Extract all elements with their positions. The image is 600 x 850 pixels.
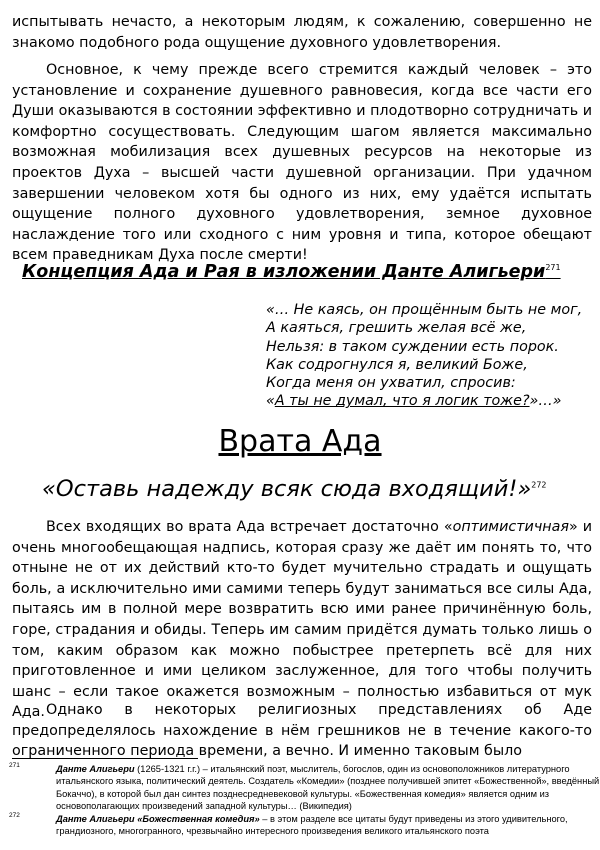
footnote-text: – в этом разделе все цитаты будут приведены из этого удивительного, грандиозного, многогранного, чрезвычайно интересного произведения великого итальянского поэта (56, 814, 568, 837)
footnote-author: Данте Алигьери (56, 814, 135, 824)
footnote-272 (9, 812, 600, 838)
footnote-number: 271 (9, 762, 20, 769)
poem-line (266, 392, 582, 410)
footnote-author: Данте Алигьери (56, 764, 135, 774)
poem-quote-close: »…» (529, 393, 562, 410)
section-title-text: Концепция Ада и Рая в изложении Данте Алигьери (22, 262, 546, 282)
poem-line: Когда меня он ухватил, спросив: (266, 375, 516, 392)
chapter-title: Врата Ада (218, 424, 382, 459)
footnote-number: 272 (9, 812, 20, 819)
footnote-text: (1265-1321 г.г.) – итальянский поэт, мыслитель, богослов, один из основоположников литературного итальянского языка, политический деятель. Создатель «Комедии» (позднее получившей эпитет «Божественной», введённый Бокаччо), в которой был дан синтез позднесредневековой культуры. «Божественная комедия» является одним из основополагающих произведений западной культуры… (Википедия) (56, 764, 600, 812)
footnote-ref-271[interactable]: 271 (545, 263, 561, 273)
paragraph-intro-continuation: испытывать нечасто, а некоторым людям, к сожалению, совершенно не знакомо подобного рода ощущение духовного удовлетворения. (12, 14, 592, 51)
poem-underlined-question: А ты не думал, что я логик тоже? (274, 393, 530, 410)
inscription-text: «Оставь надежду всяк сюда входящий!» (42, 476, 532, 502)
footnote-work: «Божественная комедия» (137, 814, 260, 824)
footnote-271 (9, 762, 600, 813)
footnote-divider (12, 758, 198, 759)
emphasized-word: оптимистичная (452, 519, 570, 535)
poem-line: Нельзя: в таком суждении есть порок. (266, 338, 559, 355)
poem-epigraph (266, 301, 582, 411)
poem-line: Как содрогнулся я, великий Боже, (266, 356, 528, 373)
gate-inscription (42, 476, 547, 502)
poem-line: «… Не каясь, он прощённым быть не мог, (266, 302, 583, 318)
poem-quote-open: « (266, 393, 275, 410)
paragraph-gate-inscription (12, 517, 592, 723)
paragraph-soul-balance: Основное, к чему прежде всего стремится каждый человек – это установление и сохранение душевного равновесия, когда все части его Души оказываются в состоянии эффективно и плодотворно сотрудничать и комфортно сосуществовать. Следующим шагом является максимально возможная мобилизация всех душевных ресурсов на некоторые из проектов Духа – высшей части душевной организации. При удачном завершении человеком хотя бы одного из них, ему удаётся испытать ощущение полного духовного удовлетворения, земное духовное наслаждение того или сходного с ним уровня и типа, которое обещают всем праведникам Духа после смерти! (12, 62, 592, 264)
paragraph-eternal-hell: Однако в некоторых религиозных представлениях об Аде предопределялось нахождение в нём грешников не в течение какого-то ограниченного периода времени, а вечно. И именно таковым было (12, 702, 592, 760)
poem-line: А каяться, грешить желая всё же, (266, 320, 527, 337)
footnote-ref-272[interactable]: 272 (531, 480, 547, 490)
paragraph-text: » и очень многообещающая надпись, которая сразу же даёт им понять то, что отныне не от их действий кто-то будет мучительно страдать и ощущать боль, а исключительно ими самими теперь будут заниматься все силы Ада, пытаясь им в полной мере возвратить всю ими ранее причинённую боль, горе, страдания и обиды. Теперь им самим придётся думать только лишь о том, каким образом как можно побыстрее претерпеть всё для них приготовленное и ими целиком заслуженное, для того чтобы получить шанс – если такое окажется возможным – полностью избавиться от мук Ада. (12, 519, 592, 721)
section-title (22, 262, 582, 282)
paragraph-text: Всех входящих во врата Ада встречает достаточно « (46, 519, 453, 535)
